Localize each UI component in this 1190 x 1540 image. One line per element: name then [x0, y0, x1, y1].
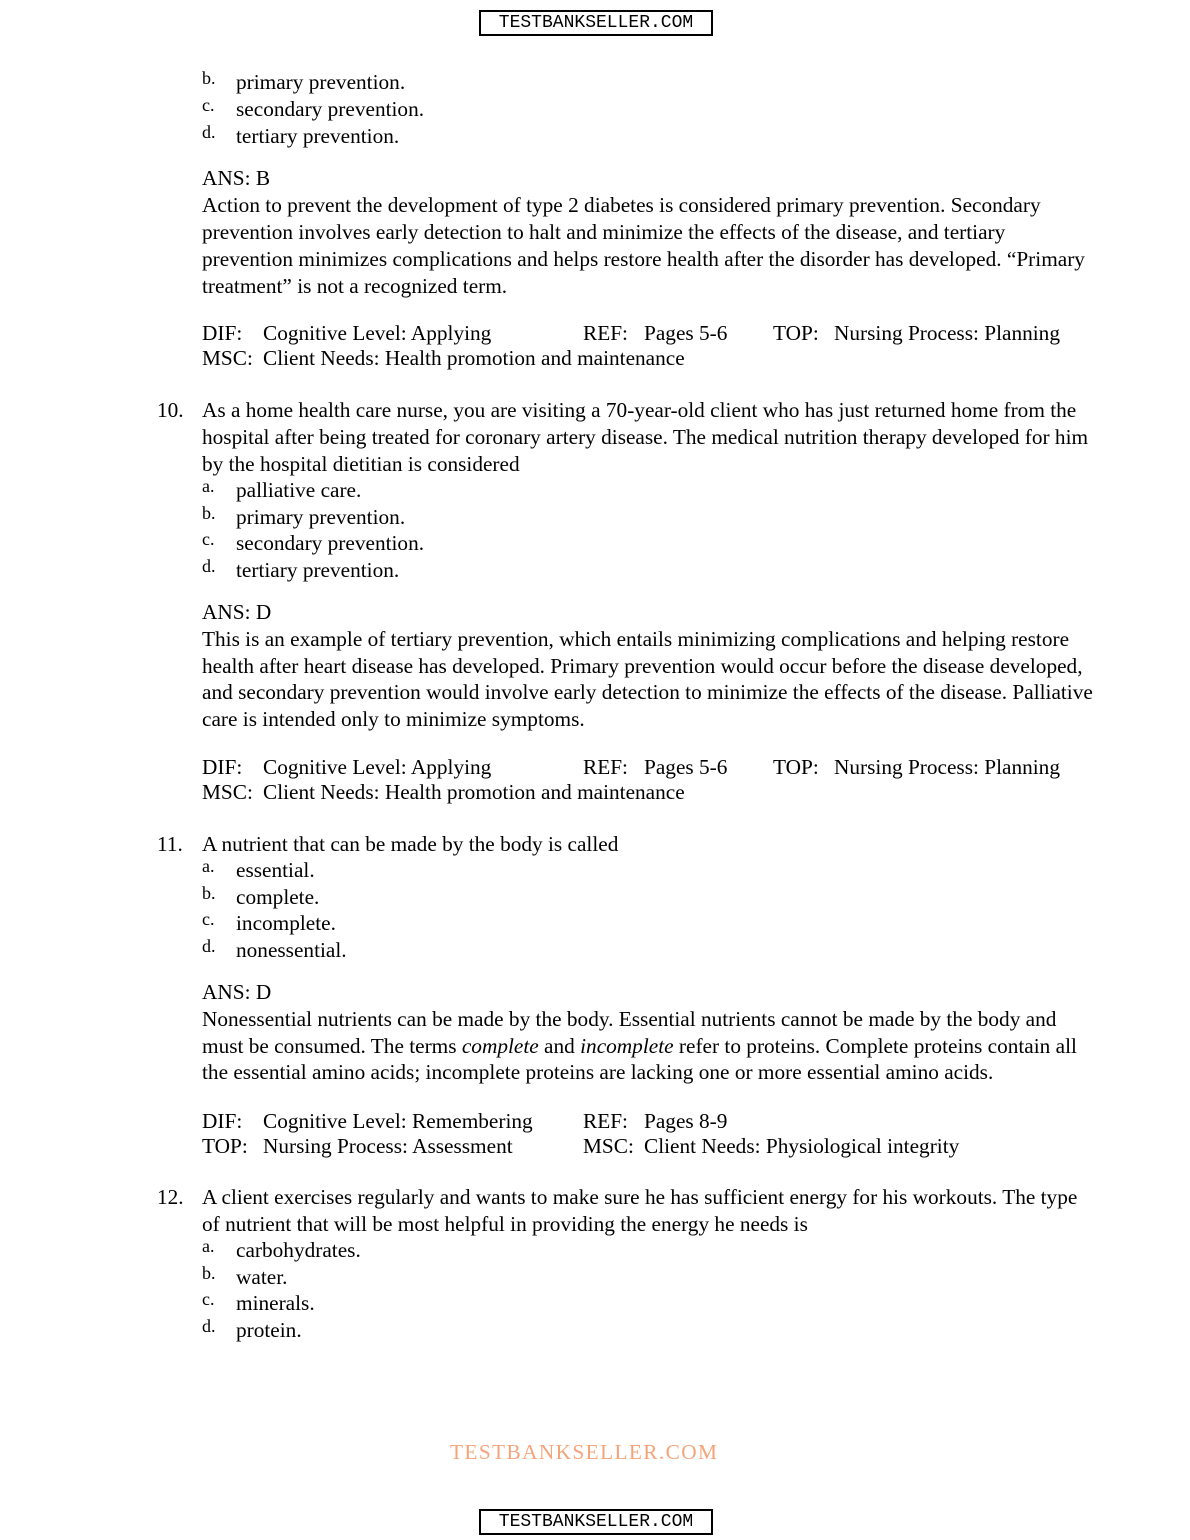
rationale-text: refer to proteins. Complete proteins contain all the essential amino acids; incomplete proteins are lacking one or more essential amino acids. [202, 1033, 1077, 1085]
msc-label: MSC: [202, 346, 253, 371]
ref-value: Pages 5-6 [644, 321, 728, 346]
option-text: complete. [236, 884, 320, 909]
option-c [202, 911, 1094, 938]
option-letter: c. [202, 529, 215, 550]
option-text: primary prevention. [236, 504, 406, 529]
q9-answer: ANS: B [202, 166, 271, 191]
footer-banner: TESTBANKSELLER.COM [479, 1509, 713, 1535]
question-9 [202, 70, 1094, 371]
option-text: secondary prevention. [236, 96, 425, 121]
option-letter: c. [202, 94, 215, 115]
option-a [202, 855, 1094, 885]
q10-options [202, 475, 1094, 585]
dif-value: Cognitive Level: Applying [263, 321, 492, 346]
top-label: TOP: [773, 754, 819, 779]
q10-rationale: This is an example of tertiary prevention, which entails minimizing complications and helping restore health after heart disease has developed. Primary prevention would occur before the disease developed, and secondary prevention would involve early detection to minimize the effects of the disease. Palliative care is intended only to minimize symptoms. [202, 626, 1093, 732]
option-letter: d. [202, 556, 216, 577]
dif-label: DIF: [202, 1109, 243, 1134]
q9-options [202, 70, 1094, 150]
option-text: secondary prevention. [236, 531, 425, 556]
option-text: primary prevention. [236, 70, 406, 94]
option-text: nonessential. [236, 938, 347, 963]
option-a [202, 475, 1094, 505]
q11-answer: ANS: D [202, 979, 272, 1004]
option-b [202, 882, 1094, 912]
dif-value: Cognitive Level: Applying [263, 754, 492, 779]
ref-label: REF: [583, 754, 628, 779]
q10-stem: As a home health care nurse, you are visiting a 70-year-old client who has just returned home from the hospital after being treated for coronary artery disease. The medical nutrition therapy developed for him by the hospital dietitian is considered [202, 398, 1089, 476]
option-text: water. [236, 1264, 288, 1289]
option-text: tertiary prevention. [236, 123, 400, 148]
option-b [202, 70, 1094, 97]
option-letter: c. [202, 1289, 215, 1310]
top-value: Nursing Process: Assessment [263, 1134, 513, 1159]
q12-options [202, 1235, 1094, 1345]
ref-label: REF: [583, 1109, 628, 1134]
rationale-text: Nonessential nutrients can be made by the body. Essential nutrients cannot be made by the body and must be consumed. The terms [202, 1006, 1057, 1058]
question-11 [157, 831, 1094, 1159]
option-letter: b. [202, 1262, 216, 1283]
msc-value: Client Needs: Health promotion and maintenance [263, 779, 685, 804]
option-text: tertiary prevention. [236, 558, 400, 583]
option-text: palliative care. [236, 477, 362, 502]
option-a [202, 1235, 1094, 1265]
dif-label: DIF: [202, 754, 243, 779]
msc-value: Client Needs: Health promotion and maintenance [263, 346, 685, 371]
top-label: TOP: [773, 321, 819, 346]
q9-meta [202, 321, 1094, 371]
option-letter: b. [202, 68, 216, 88]
option-c [202, 531, 1094, 558]
option-letter: d. [202, 1316, 216, 1337]
option-letter: b. [202, 502, 216, 523]
q11-rationale [202, 1006, 1094, 1086]
option-b [202, 1262, 1094, 1292]
q10-meta [202, 755, 1094, 805]
option-letter: a. [202, 475, 215, 496]
option-letter: d. [202, 936, 216, 957]
option-letter: a. [202, 1235, 215, 1256]
option-text: minerals. [236, 1291, 315, 1316]
option-letter: c. [202, 909, 215, 930]
option-c [202, 94, 1094, 124]
option-d [202, 1318, 1094, 1345]
top-value: Nursing Process: Planning [834, 754, 1060, 779]
rationale-text: and [538, 1033, 581, 1058]
option-text: protein. [236, 1318, 302, 1343]
q11-options [202, 855, 1094, 965]
msc-value: Client Needs: Physiological integrity [644, 1134, 960, 1159]
dif-label: DIF: [202, 321, 243, 346]
option-d [202, 938, 1094, 965]
option-letter: b. [202, 882, 216, 903]
q10-answer: ANS: D [202, 599, 272, 624]
option-c [202, 1291, 1094, 1318]
q9-rationale: Action to prevent the development of type 2 diabetes is considered primary prevention. Secondary prevention involves early detection to halt and minimize the effects of the disease, and tertiary prevention minimizes complications and helps restore health after the disorder has developed. “Primary treatment” is not a recognized term. [202, 193, 1085, 298]
ref-value: Pages 5-6 [644, 754, 728, 779]
option-text: incomplete. [236, 911, 336, 936]
top-label: TOP: [202, 1134, 248, 1159]
top-value: Nursing Process: Planning [834, 321, 1060, 346]
option-text: essential. [236, 857, 315, 882]
header-banner: TESTBANKSELLER.COM [479, 10, 713, 36]
rationale-term: incomplete [580, 1033, 674, 1058]
option-text: carbohydrates. [236, 1237, 361, 1262]
q11-stem: A nutrient that can be made by the body is called [202, 831, 619, 856]
msc-label: MSC: [202, 779, 253, 804]
q12-stem: A client exercises regularly and wants to make sure he has sufficient energy for his workouts. The type of nutrient that will be most helpful in providing the energy he needs is [202, 1185, 1078, 1236]
option-d [202, 558, 1094, 585]
dif-value: Cognitive Level: Remembering [263, 1109, 533, 1134]
ref-label: REF: [583, 321, 628, 346]
rationale-term: complete [461, 1033, 539, 1058]
watermark: TESTBANKSELLER.COM [450, 1440, 719, 1464]
question-number: 10. [157, 398, 184, 423]
option-letter: d. [202, 121, 216, 142]
option-letter: a. [202, 855, 215, 876]
question-column [157, 68, 1094, 1345]
question-number: 12. [157, 1185, 184, 1210]
q11-meta [202, 1109, 1094, 1159]
msc-label: MSC: [583, 1134, 634, 1159]
question-number: 11. [157, 831, 183, 856]
question-12 [157, 1184, 1094, 1345]
ref-value: Pages 8-9 [644, 1109, 728, 1134]
option-d [202, 121, 1094, 151]
question-10 [157, 397, 1094, 805]
option-b [202, 502, 1094, 532]
